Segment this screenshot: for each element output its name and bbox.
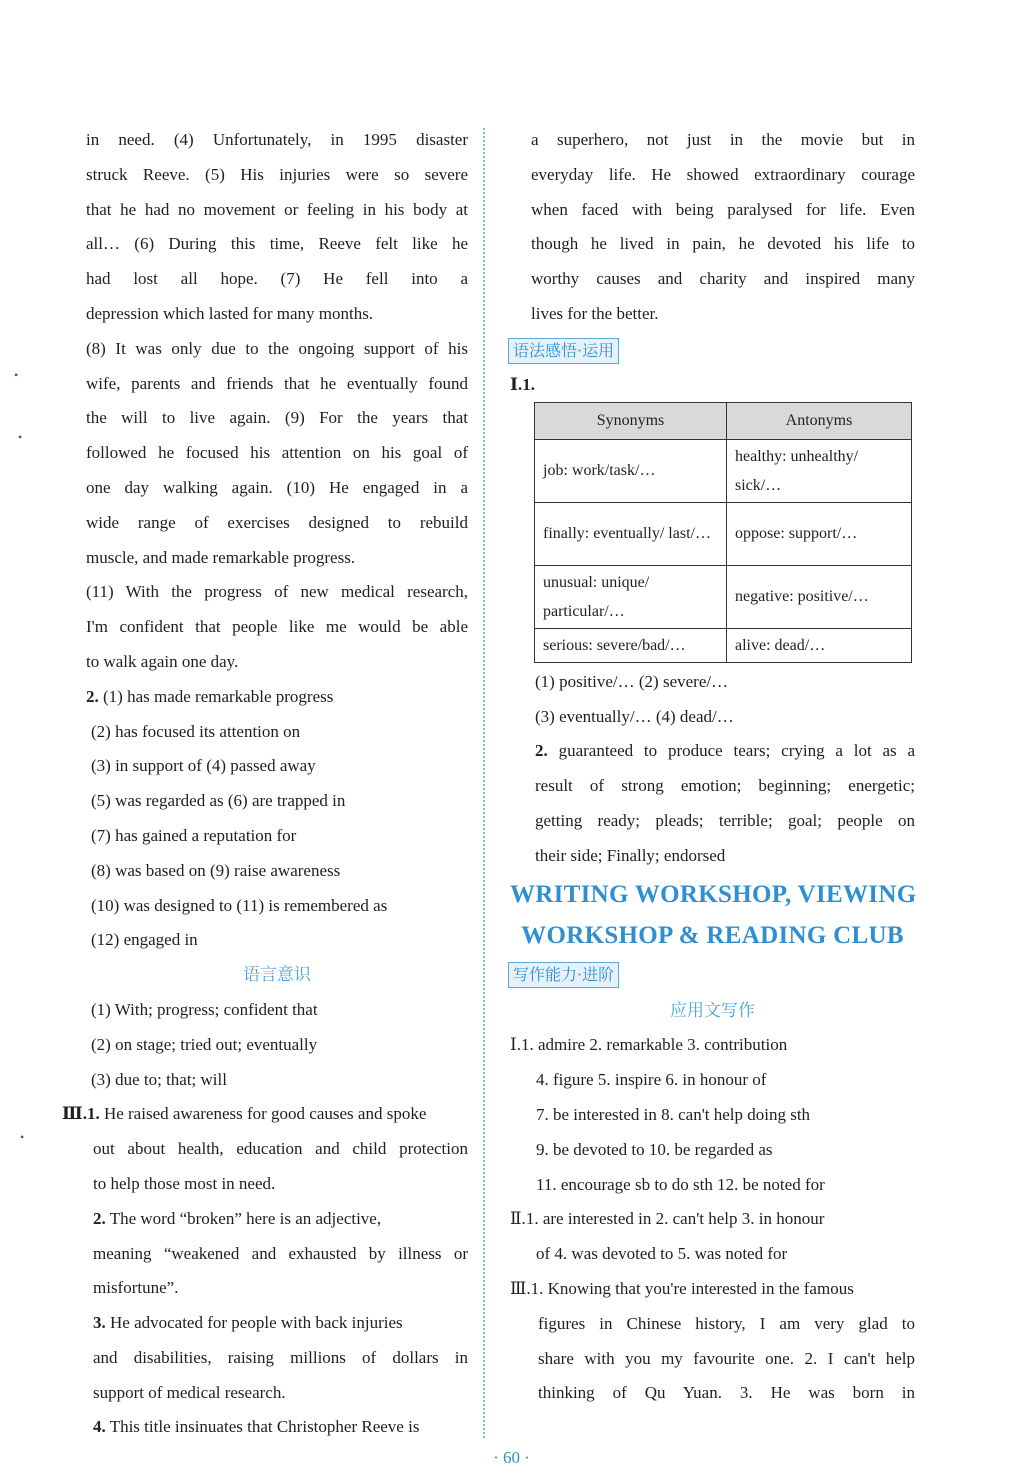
text-line: (8) It was only due to the ongoing support of his [86,338,468,358]
table-cell: alive: dead/… [727,628,912,662]
text-line: depression which lasted for many months. [86,303,374,323]
page-number-dot: · [524,1448,530,1467]
answer-line: 7. be interested in 8. can't help doing sth [536,1104,811,1124]
text-line: the will to live again. (9) For the years that [86,408,468,428]
section-label: Ⅲ. [62,1104,87,1124]
table-cell: healthy: unhealthy/ sick/… [727,439,912,502]
language-awareness-heading: 语言意识 [243,965,311,986]
table-cell: finally: eventually/ last/… [535,502,727,565]
text-line: though he lived in pain, he devoted his life to [531,234,915,254]
text-line: followed he focused his attention on his goal of [86,443,468,463]
answer-line: 4. figure 5. inspire 6. in honour of [536,1070,767,1090]
left-column [62,123,468,1445]
table-cell: unusual: unique/ particular/… [535,565,727,628]
margin-mark: • [20,1130,25,1144]
section-label: Ⅱ. [510,1209,526,1229]
text-line: wife, parents and friends that he eventually found [86,373,468,393]
synonyms-antonyms-table [534,402,912,663]
table-header-row [535,402,912,439]
table-cell: oppose: support/… [727,502,912,565]
question-2-answers [86,680,468,958]
answer-line: getting ready; pleads; terrible; goal; people on [535,810,915,830]
workshop-heading: WORKSHOP & READING CLUB [521,921,904,949]
answer-line: (2) on stage; tried out; eventually [91,1034,318,1054]
answer-line: share with you my favourite one. 2. I can't help [538,1348,915,1368]
answer-line: (10) was designed to (11) is remembered as [91,895,388,915]
grammar-section-tag: 语法感悟·运用 [508,338,619,364]
question-number: Ⅰ.1. [510,374,535,394]
table-row [535,565,912,628]
applied-writing-heading: 应用文写作 [670,1000,755,1021]
column-divider [483,128,485,1438]
text-line: had lost all hope. (7) He fell into a [86,269,468,289]
text-line: struck Reeve. (5) His injuries were so severe [86,164,468,184]
answer-line: (7) has gained a reputation for [91,825,297,845]
passage-text [86,123,468,680]
answer-line: 1. admire 2. remarkable 3. contribution [520,1035,788,1055]
text-line: muscle, and made remarkable progress. [86,547,356,567]
answer-line: 1. Knowing that you're interested in the famous [530,1278,854,1298]
question-number: 3. [93,1313,106,1333]
table-cell: negative: positive/… [727,565,912,628]
answer-line: and disabilities, raising millions of dollars in [93,1347,468,1367]
answer-line: of 4. was devoted to 5. was noted for [536,1244,788,1264]
text-line: a superhero, not just in the movie but in [531,130,915,149]
answer-line: (1) has made remarkable progress [103,686,334,706]
answer-line: out about health, education and child protection [93,1139,468,1159]
answer-line: (2) has focused its attention on [91,721,301,741]
table-header: Synonyms [535,402,727,439]
text-line: I'm confident that people like me would be able [86,617,468,637]
page-number-dot: · [493,1448,499,1467]
answer-line: (3) in support of (4) passed away [91,756,316,776]
answer-line: (3) eventually/… (4) dead/… [535,706,734,726]
section-3-answers [510,1272,915,1411]
text-line: one day walking again. (10) He engaged in a [86,477,468,497]
text-line: wide range of exercises designed to rebuild [86,512,468,532]
margin-mark: • [14,368,19,382]
margin-mark: • [18,430,23,444]
section-3-answers [62,1097,468,1445]
answer-line: 1. are interested in 2. can't help 3. in honour [525,1209,825,1229]
table-cell: job: work/task/… [535,439,727,502]
answer-line: (1) With; progress; confident that [91,999,318,1019]
answer-line: (5) was regarded as (6) are trapped in [91,791,346,811]
answer-line: support of medical research. [93,1382,286,1402]
section-label: Ⅰ. [510,1035,521,1055]
text-line: in need. (4) Unfortunately, in 1995 disaster [86,130,468,149]
text-line: (11) With the progress of new medical research, [86,582,468,602]
answer-line: (12) engaged in [91,930,198,950]
page-number [0,1448,1023,1468]
answer-line: guaranteed to produce tears; crying a lot as a [558,741,916,761]
answer-line: thinking of Qu Yuan. 3. He was born in [538,1383,915,1403]
table-row [535,439,912,502]
question-number: 1. [86,1104,100,1124]
answer-line: meaning “weakened and exhausted by illness or [93,1243,468,1263]
text-line: when faced with being paralysed for life. Even [531,199,915,219]
right-column [510,123,915,1411]
text-line: worthy causes and charity and inspired many [531,269,915,289]
passage-continuation [510,123,915,332]
text-line: everyday life. He showed extraordinary courage [531,164,915,184]
section-label: Ⅲ. [510,1278,531,1298]
writing-section-tag: 写作能力·进阶 [508,962,619,988]
answer-line: (3) due to; that; will [91,1069,227,1089]
answer-line: figures in Chinese history, I am very glad to [538,1313,915,1333]
table-row [535,628,912,662]
language-answers [86,993,468,1097]
answer-line: result of strong emotion; beginning; energetic; [535,776,915,796]
section-2-answers [510,1202,915,1272]
answer-line: (1) positive/… (2) severe/… [535,671,729,691]
text-line: all… (6) During this time, Reeve felt like he [86,234,468,254]
table-answers [510,665,915,874]
question-number: 2. [535,741,548,761]
answer-line: This title insinuates that Christopher Reeve is [109,1417,420,1437]
answer-line: to help those most in need. [93,1173,276,1193]
answer-line: 9. be devoted to 10. be regarded as [536,1139,773,1159]
answer-line: 11. encourage sb to do sth 12. be noted for [536,1174,825,1194]
answer-line: (8) was based on (9) raise awareness [91,860,341,880]
section-1-answers [510,1028,915,1202]
question-number: 2. [93,1208,106,1228]
text-line: to walk again one day. [86,651,239,671]
answer-line: misfortune”. [93,1278,179,1298]
text-line: that he had no movement or feeling in his body at [86,199,468,219]
answer-line: He advocated for people with back injuries [110,1313,403,1333]
workshop-heading: WRITING WORKSHOP, VIEWING [510,880,917,908]
answer-line: their side; Finally; endorsed [535,845,726,865]
text-line: lives for the better. [531,303,659,323]
page-number-value: 60 [503,1448,520,1467]
question-number: 2. [86,686,99,706]
table-cell: serious: severe/bad/… [535,628,727,662]
table-row [535,502,912,565]
answer-line: He raised awareness for good causes and spoke [103,1104,427,1124]
table-header: Antonyms [727,402,912,439]
question-number: 4. [93,1417,106,1437]
answer-line: The word “broken” here is an adjective, [109,1208,382,1228]
